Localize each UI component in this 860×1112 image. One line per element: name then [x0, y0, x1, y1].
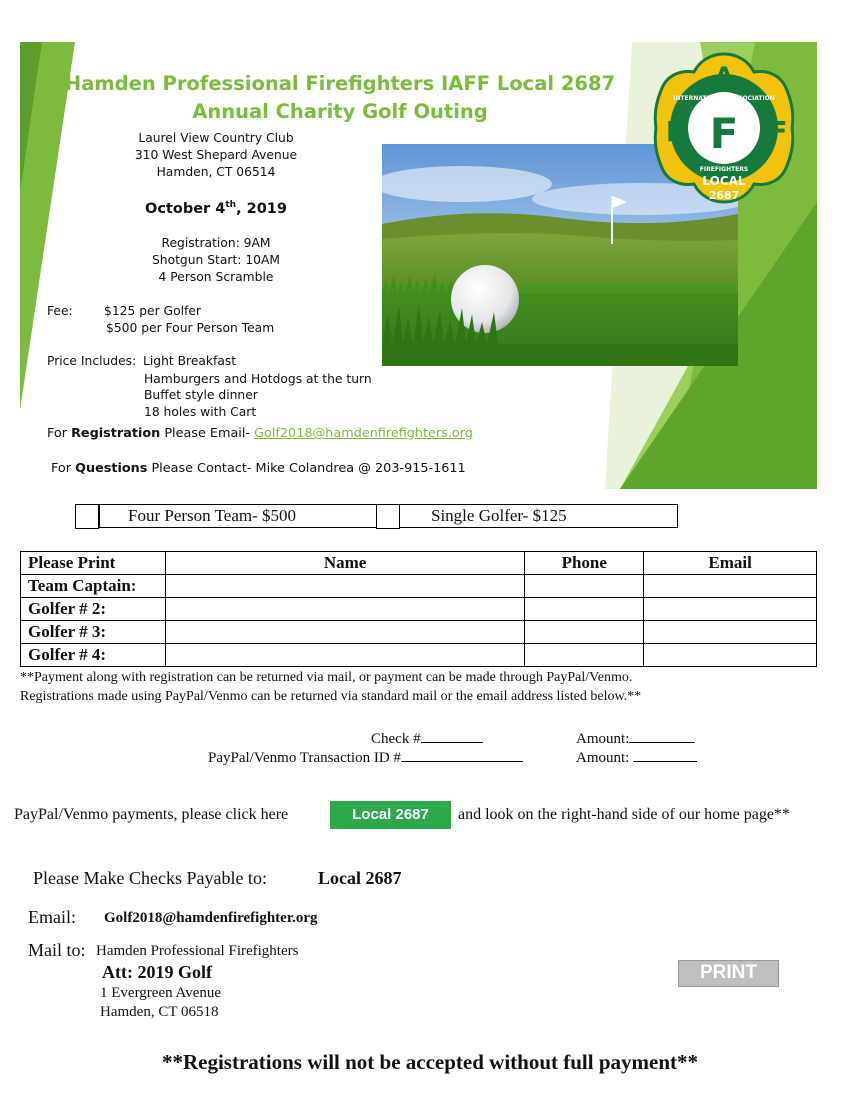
phone-cell[interactable] [525, 598, 644, 621]
venue-city: Hamden, CT 06514 [156, 165, 276, 179]
shotgun-start: Shotgun Start: 10AM [151, 253, 280, 267]
paypal-amount-input[interactable] [633, 748, 697, 762]
venue-street: 310 West Shepard Avenue [134, 148, 298, 162]
row-label: Golfer # 3: [21, 621, 166, 644]
phone-cell[interactable] [525, 621, 644, 644]
mail-street: 1 Evergreen Avenue [100, 985, 222, 1001]
check-amount-input[interactable] [629, 729, 695, 743]
venue-name: Laurel View Country Club [138, 131, 294, 145]
logo-letter-i: I [665, 115, 677, 148]
paypal-amount-field: Amount: [576, 748, 697, 767]
email-cell[interactable] [644, 575, 817, 598]
paypal-transaction-input[interactable] [401, 748, 523, 762]
email-cell[interactable] [644, 644, 817, 667]
row-label: Golfer # 4: [21, 644, 166, 667]
logo-local: LOCAL [702, 174, 746, 188]
logo-ring-bottom: FIREFIGHTERS [699, 166, 749, 173]
name-cell[interactable] [165, 575, 524, 598]
checks-payable-label: Please Make Checks Payable to: [33, 868, 267, 888]
mail-name: Hamden Professional Firefighters [96, 943, 299, 959]
row-label: Golfer # 2: [21, 598, 166, 621]
fee-team: $500 per Four Person Team [106, 321, 275, 335]
row-label: Team Captain: [21, 575, 166, 598]
paypal-instructions-after: and look on the right-hand side of our home page** [458, 806, 790, 823]
check-amount-field: Amount: [576, 729, 695, 748]
team-option-label: Four Person Team- $500 [99, 504, 378, 528]
name-cell[interactable] [165, 598, 524, 621]
table-row [21, 598, 817, 621]
paypal-transaction-field: PayPal/Venmo Transaction ID # [208, 748, 523, 767]
phone-cell[interactable] [525, 575, 644, 598]
team-option-checkbox[interactable] [75, 504, 99, 529]
mail-to-label: Mail to: [28, 940, 86, 960]
check-number-field: Check # [371, 729, 483, 748]
paypal-instructions: PayPal/Venmo payments, please click here [14, 806, 289, 823]
payment-note-line1: **Payment along with registration can be returned via mail, or payment can be made through PayPal/Venmo. [20, 670, 633, 685]
fee-golfer: $125 per Golfer [104, 304, 201, 318]
logo-letter-f2: F [768, 115, 788, 148]
include-item: 18 holes with Cart [144, 405, 257, 419]
registration-contact: For Registration Please Email- Golf2018@hamdenfirefighters.org [47, 426, 473, 441]
print-button[interactable]: PRINT [678, 960, 779, 987]
table-header-row [21, 552, 817, 575]
include-item: Buffet style dinner [144, 388, 258, 402]
header-phone: Phone [525, 552, 644, 575]
include-item: Light Breakfast [143, 354, 237, 368]
local-2687-link-button[interactable]: Local 2687 [330, 801, 451, 829]
golfer-registration-table [20, 551, 817, 667]
flyer-title: Hamden Professional Firefighters IAFF Local 2687 [64, 72, 616, 95]
table-row [21, 621, 817, 644]
questions-contact: For Questions Please Contact- Mike Colandrea @ 203-915-1611 [51, 461, 466, 476]
payment-note-line2: Registrations made using PayPal/Venmo can be returned via standard mail or the email address listed below.** [20, 689, 642, 704]
email-cell[interactable] [644, 621, 817, 644]
logo-letter-a: A [714, 62, 734, 90]
event-flyer [20, 42, 817, 489]
event-date: October 4th, 2019 [145, 200, 287, 217]
registration-time: Registration: 9AM [161, 236, 271, 250]
registration-email-link[interactable]: Golf2018@hamdenfirefighters.org [254, 426, 473, 441]
checks-payee: Local 2687 [318, 868, 402, 888]
logo-ring-text: INTERNATIONAL ASSOCIATION [673, 95, 775, 102]
mail-city: Hamden, CT 06518 [100, 1004, 219, 1020]
single-option-checkbox[interactable] [376, 504, 400, 529]
header-please-print: Please Print [21, 552, 166, 575]
header-email: Email [644, 552, 817, 575]
email-value: Golf2018@hamdenfirefighter.org [104, 910, 318, 926]
mail-attention: Att: 2019 Golf [102, 962, 212, 982]
check-number-input[interactable] [421, 729, 483, 743]
table-row [21, 644, 817, 667]
name-cell[interactable] [165, 644, 524, 667]
email-label: Email: [28, 907, 76, 927]
include-item: Hamburgers and Hotdogs at the turn [144, 372, 372, 386]
header-name: Name [165, 552, 524, 575]
price-includes-label: Price Includes: [47, 354, 137, 368]
phone-cell[interactable] [525, 644, 644, 667]
email-cell[interactable] [644, 598, 817, 621]
single-option-label: Single Golfer- $125 [399, 504, 678, 528]
fee-label: Fee: [47, 304, 73, 318]
full-payment-notice: **Registrations will not be accepted without full payment** [161, 1050, 699, 1074]
event-format: 4 Person Scramble [158, 270, 274, 284]
table-row [21, 575, 817, 598]
logo-letter-f: F [709, 109, 739, 158]
logo-number: 2687 [708, 189, 740, 202]
flyer-subtitle: Annual Charity Golf Outing [192, 100, 488, 123]
iaff-logo-badge [644, 48, 804, 208]
name-cell[interactable] [165, 621, 524, 644]
